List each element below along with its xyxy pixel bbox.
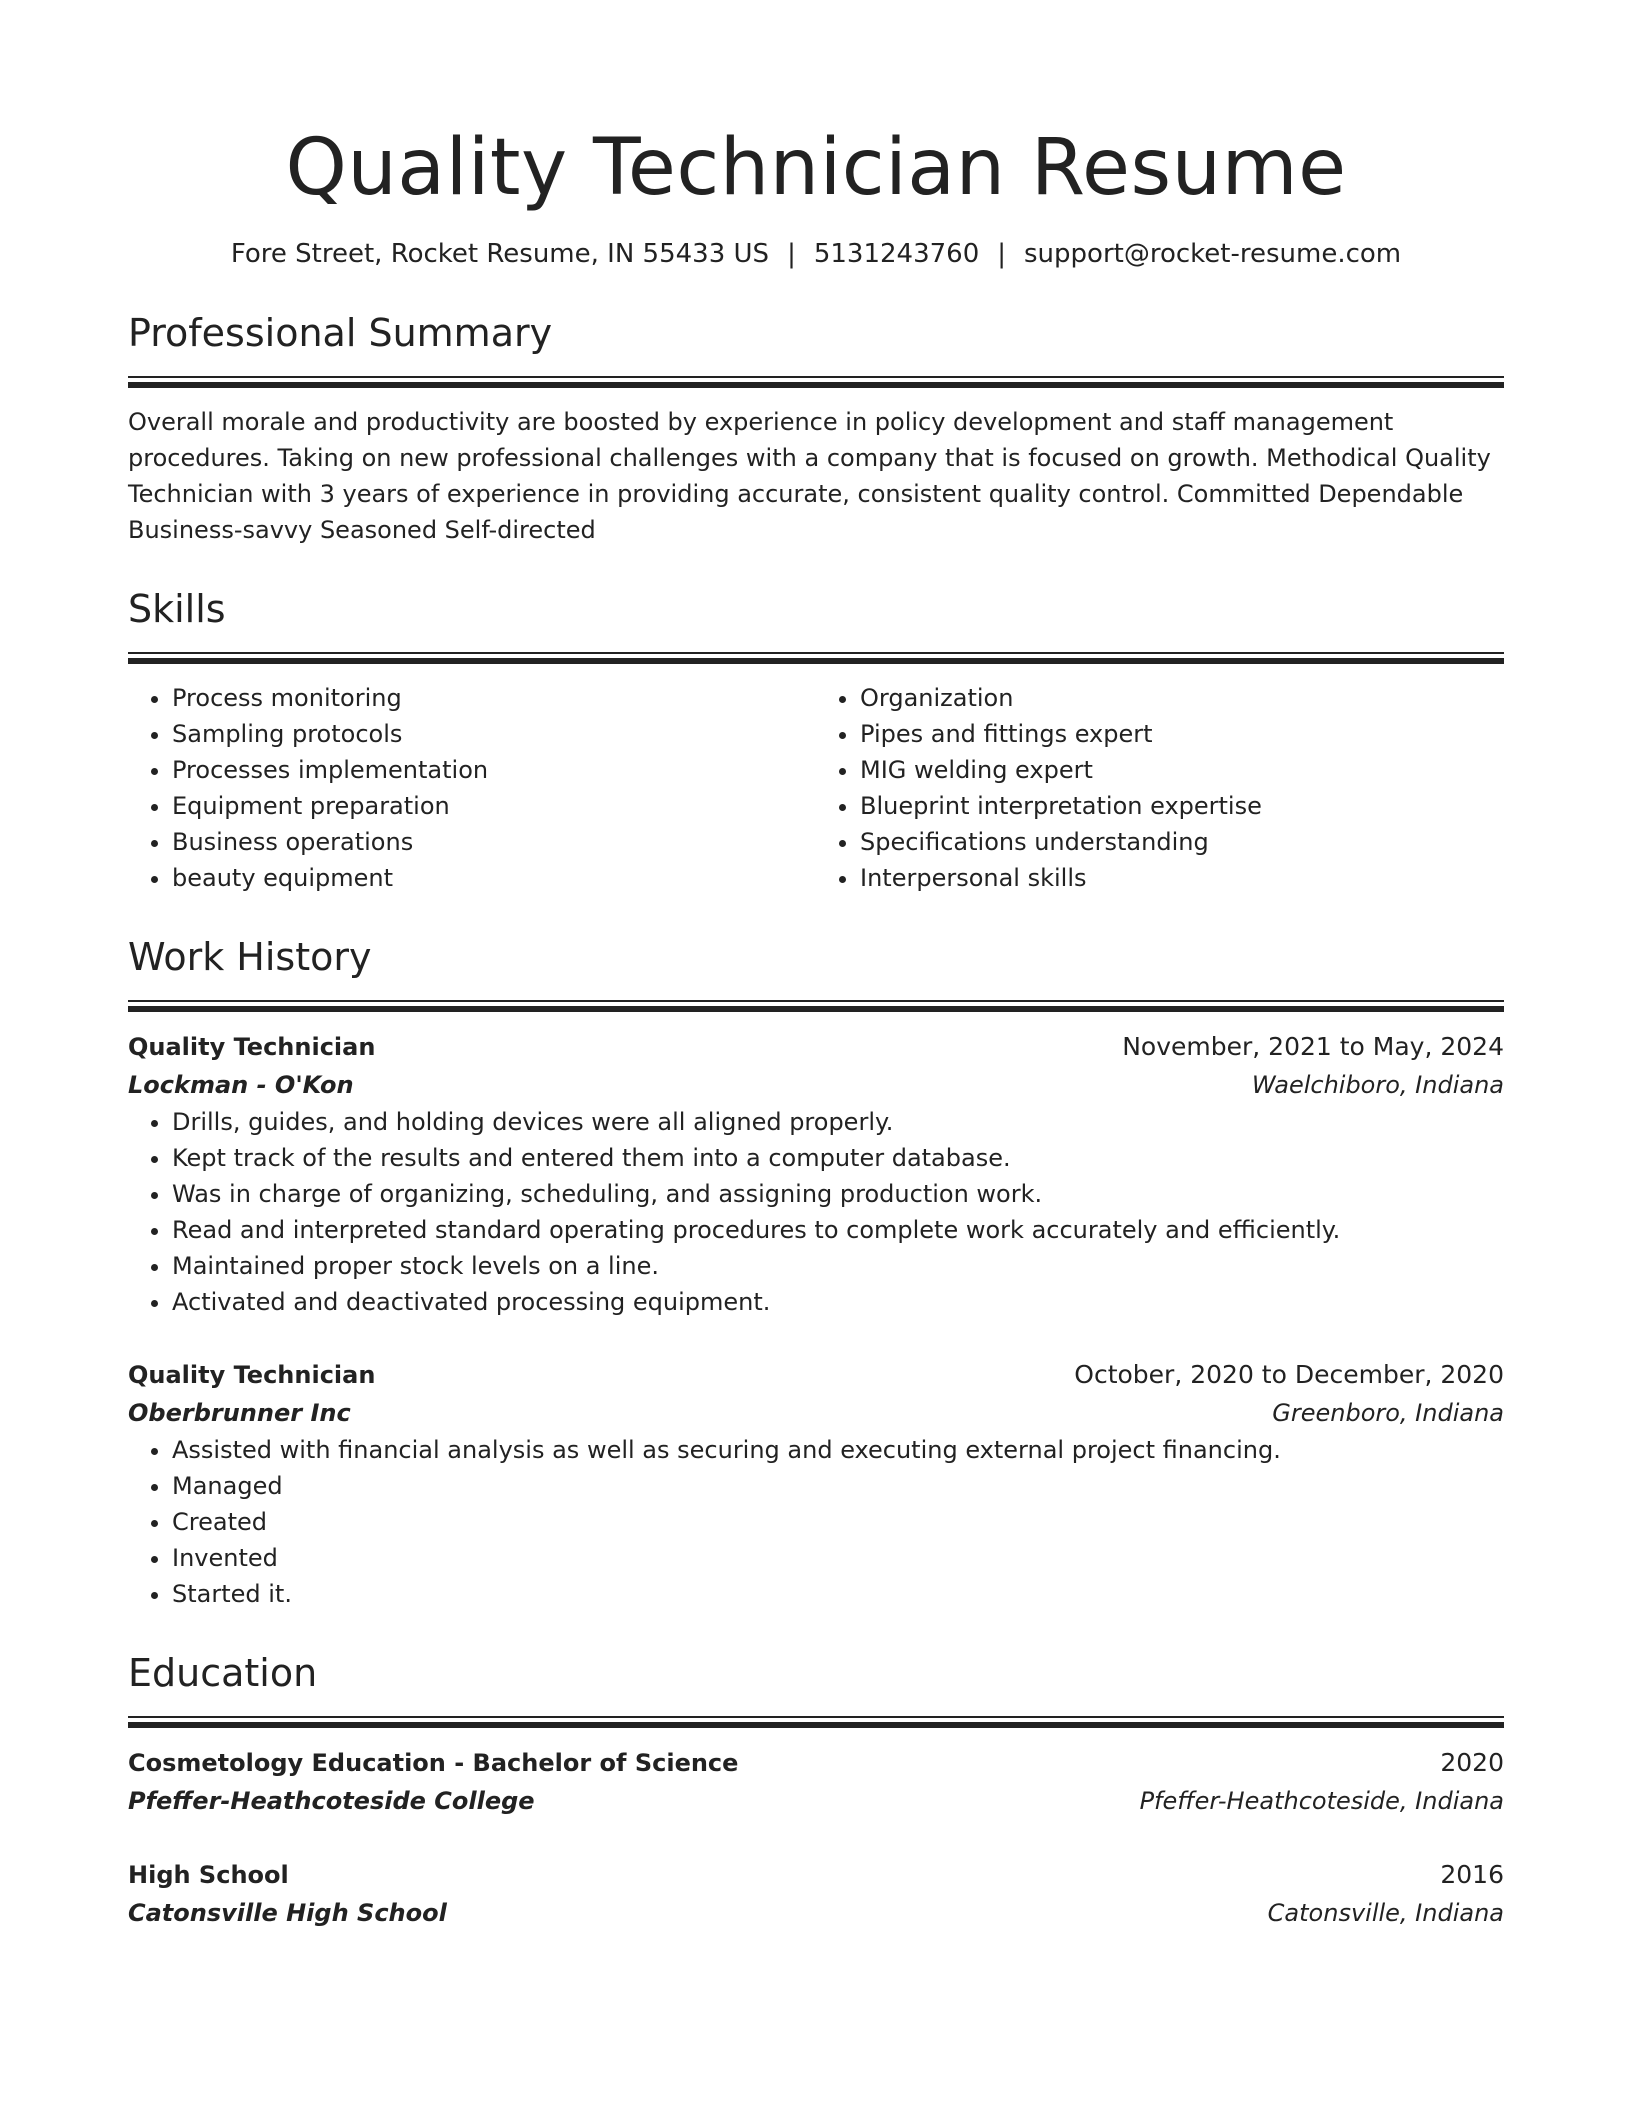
job-dates: November, 2021 to May, 2024: [1122, 1032, 1504, 1061]
job-duties-list: [128, 1432, 1504, 1612]
skill-item: • Pipes and fittings expert: [860, 716, 1504, 752]
education-location: Pfeffer-Heathcoteside, Indiana: [1139, 1787, 1504, 1815]
section-divider: [128, 376, 1504, 388]
job-location: Greenboro, Indiana: [1272, 1399, 1504, 1427]
skill-item: • Organization: [860, 680, 1504, 716]
skill-item: • Business operations: [172, 824, 816, 860]
contact-line: [128, 236, 1504, 272]
section-divider: [128, 652, 1504, 664]
job-title: Quality Technician: [128, 1361, 376, 1389]
education-school: Catonsville High School: [128, 1899, 447, 1927]
summary-heading: Professional Summary: [128, 311, 553, 355]
job-company: Oberbrunner Inc: [128, 1399, 351, 1427]
job-location: Waelchiboro, Indiana: [1251, 1071, 1504, 1099]
work-history-section: [128, 932, 1504, 1612]
skill-item: • Specifications understanding: [860, 824, 1504, 860]
skills-list-left: [172, 680, 816, 896]
education-degree: High School: [128, 1861, 289, 1889]
skill-item: • beauty equipment: [172, 860, 816, 896]
summary-text: Overall morale and productivity are boosted by experience in policy development and staff management procedures. Taking on new professional challenges with a company that is focused on growth. Methodical Quality Technician with 3 years of experience in providing accurate, consistent quality control. Committed Dependable Business-savvy Seasoned Self-directed: [128, 408, 1491, 544]
section-divider: [128, 1716, 1504, 1728]
education-year: 2020: [1440, 1748, 1504, 1777]
job-entry: [128, 1028, 1504, 1320]
job-title: Quality Technician: [128, 1033, 376, 1061]
section-divider: [128, 1000, 1504, 1012]
education-location: Catonsville, Indiana: [1267, 1899, 1504, 1927]
skills-grid: [128, 680, 1504, 896]
skill-item: • Blueprint interpretation expertise: [860, 788, 1504, 824]
education-year: 2016: [1440, 1860, 1504, 1889]
skills-section: [128, 584, 1504, 896]
skill-item: • Processes implementation: [172, 752, 816, 788]
skill-item: • Sampling protocols: [172, 716, 816, 752]
job-duty: • Managed: [172, 1468, 1504, 1504]
job-duty: • Assisted with financial analysis as well as securing and executing external project financing.: [172, 1432, 1504, 1468]
education-degree: Cosmetology Education - Bachelor of Science: [128, 1749, 739, 1777]
contact-separator: |: [787, 239, 796, 269]
education-school: Pfeffer-Heathcoteside College: [128, 1787, 535, 1815]
job-duty: • Drills, guides, and holding devices were all aligned properly.: [172, 1104, 1504, 1140]
resume-title: Quality Technician Resume: [285, 123, 1347, 213]
contact-email: support@rocket-resume.com: [1024, 239, 1402, 269]
job-company: Lockman - O'Kon: [128, 1071, 354, 1099]
job-duties-list: [128, 1104, 1504, 1320]
job-duty: • Created: [172, 1504, 1504, 1540]
summary-section: [128, 308, 1504, 548]
job-duty: • Invented: [172, 1540, 1504, 1576]
skills-column-right: [816, 680, 1504, 896]
education-entry: [128, 1856, 1504, 1932]
education-heading: Education: [128, 1651, 318, 1695]
education-entry: [128, 1744, 1504, 1820]
job-duty: • Maintained proper stock levels on a line.: [172, 1248, 1504, 1284]
contact-separator: |: [997, 239, 1007, 269]
job-duty: • Kept track of the results and entered them into a computer database.: [172, 1140, 1504, 1176]
skill-item: • Interpersonal skills: [860, 860, 1504, 896]
job-duty: • Started it.: [172, 1576, 1504, 1612]
skill-item: • MIG welding expert: [860, 752, 1504, 788]
job-dates: October, 2020 to December, 2020: [1074, 1360, 1504, 1389]
work-history-heading: Work History: [128, 935, 372, 979]
job-duty: • Was in charge of organizing, scheduling, and assigning production work.: [172, 1176, 1504, 1212]
education-section: [128, 1648, 1504, 1932]
skill-item: • Process monitoring: [172, 680, 816, 716]
skills-column-left: [128, 680, 816, 896]
contact-phone: 5131243760: [813, 239, 980, 269]
job-duty: • Read and interpreted standard operating procedures to complete work accurately and efficiently.: [172, 1212, 1504, 1248]
job-entry: [128, 1356, 1504, 1612]
skills-heading: Skills: [128, 587, 226, 631]
skill-item: • Equipment preparation: [172, 788, 816, 824]
skills-list-right: [860, 680, 1504, 896]
job-duty: • Activated and deactivated processing equipment.: [172, 1284, 1504, 1320]
contact-address: Fore Street, Rocket Resume, IN 55433 US: [230, 239, 770, 269]
